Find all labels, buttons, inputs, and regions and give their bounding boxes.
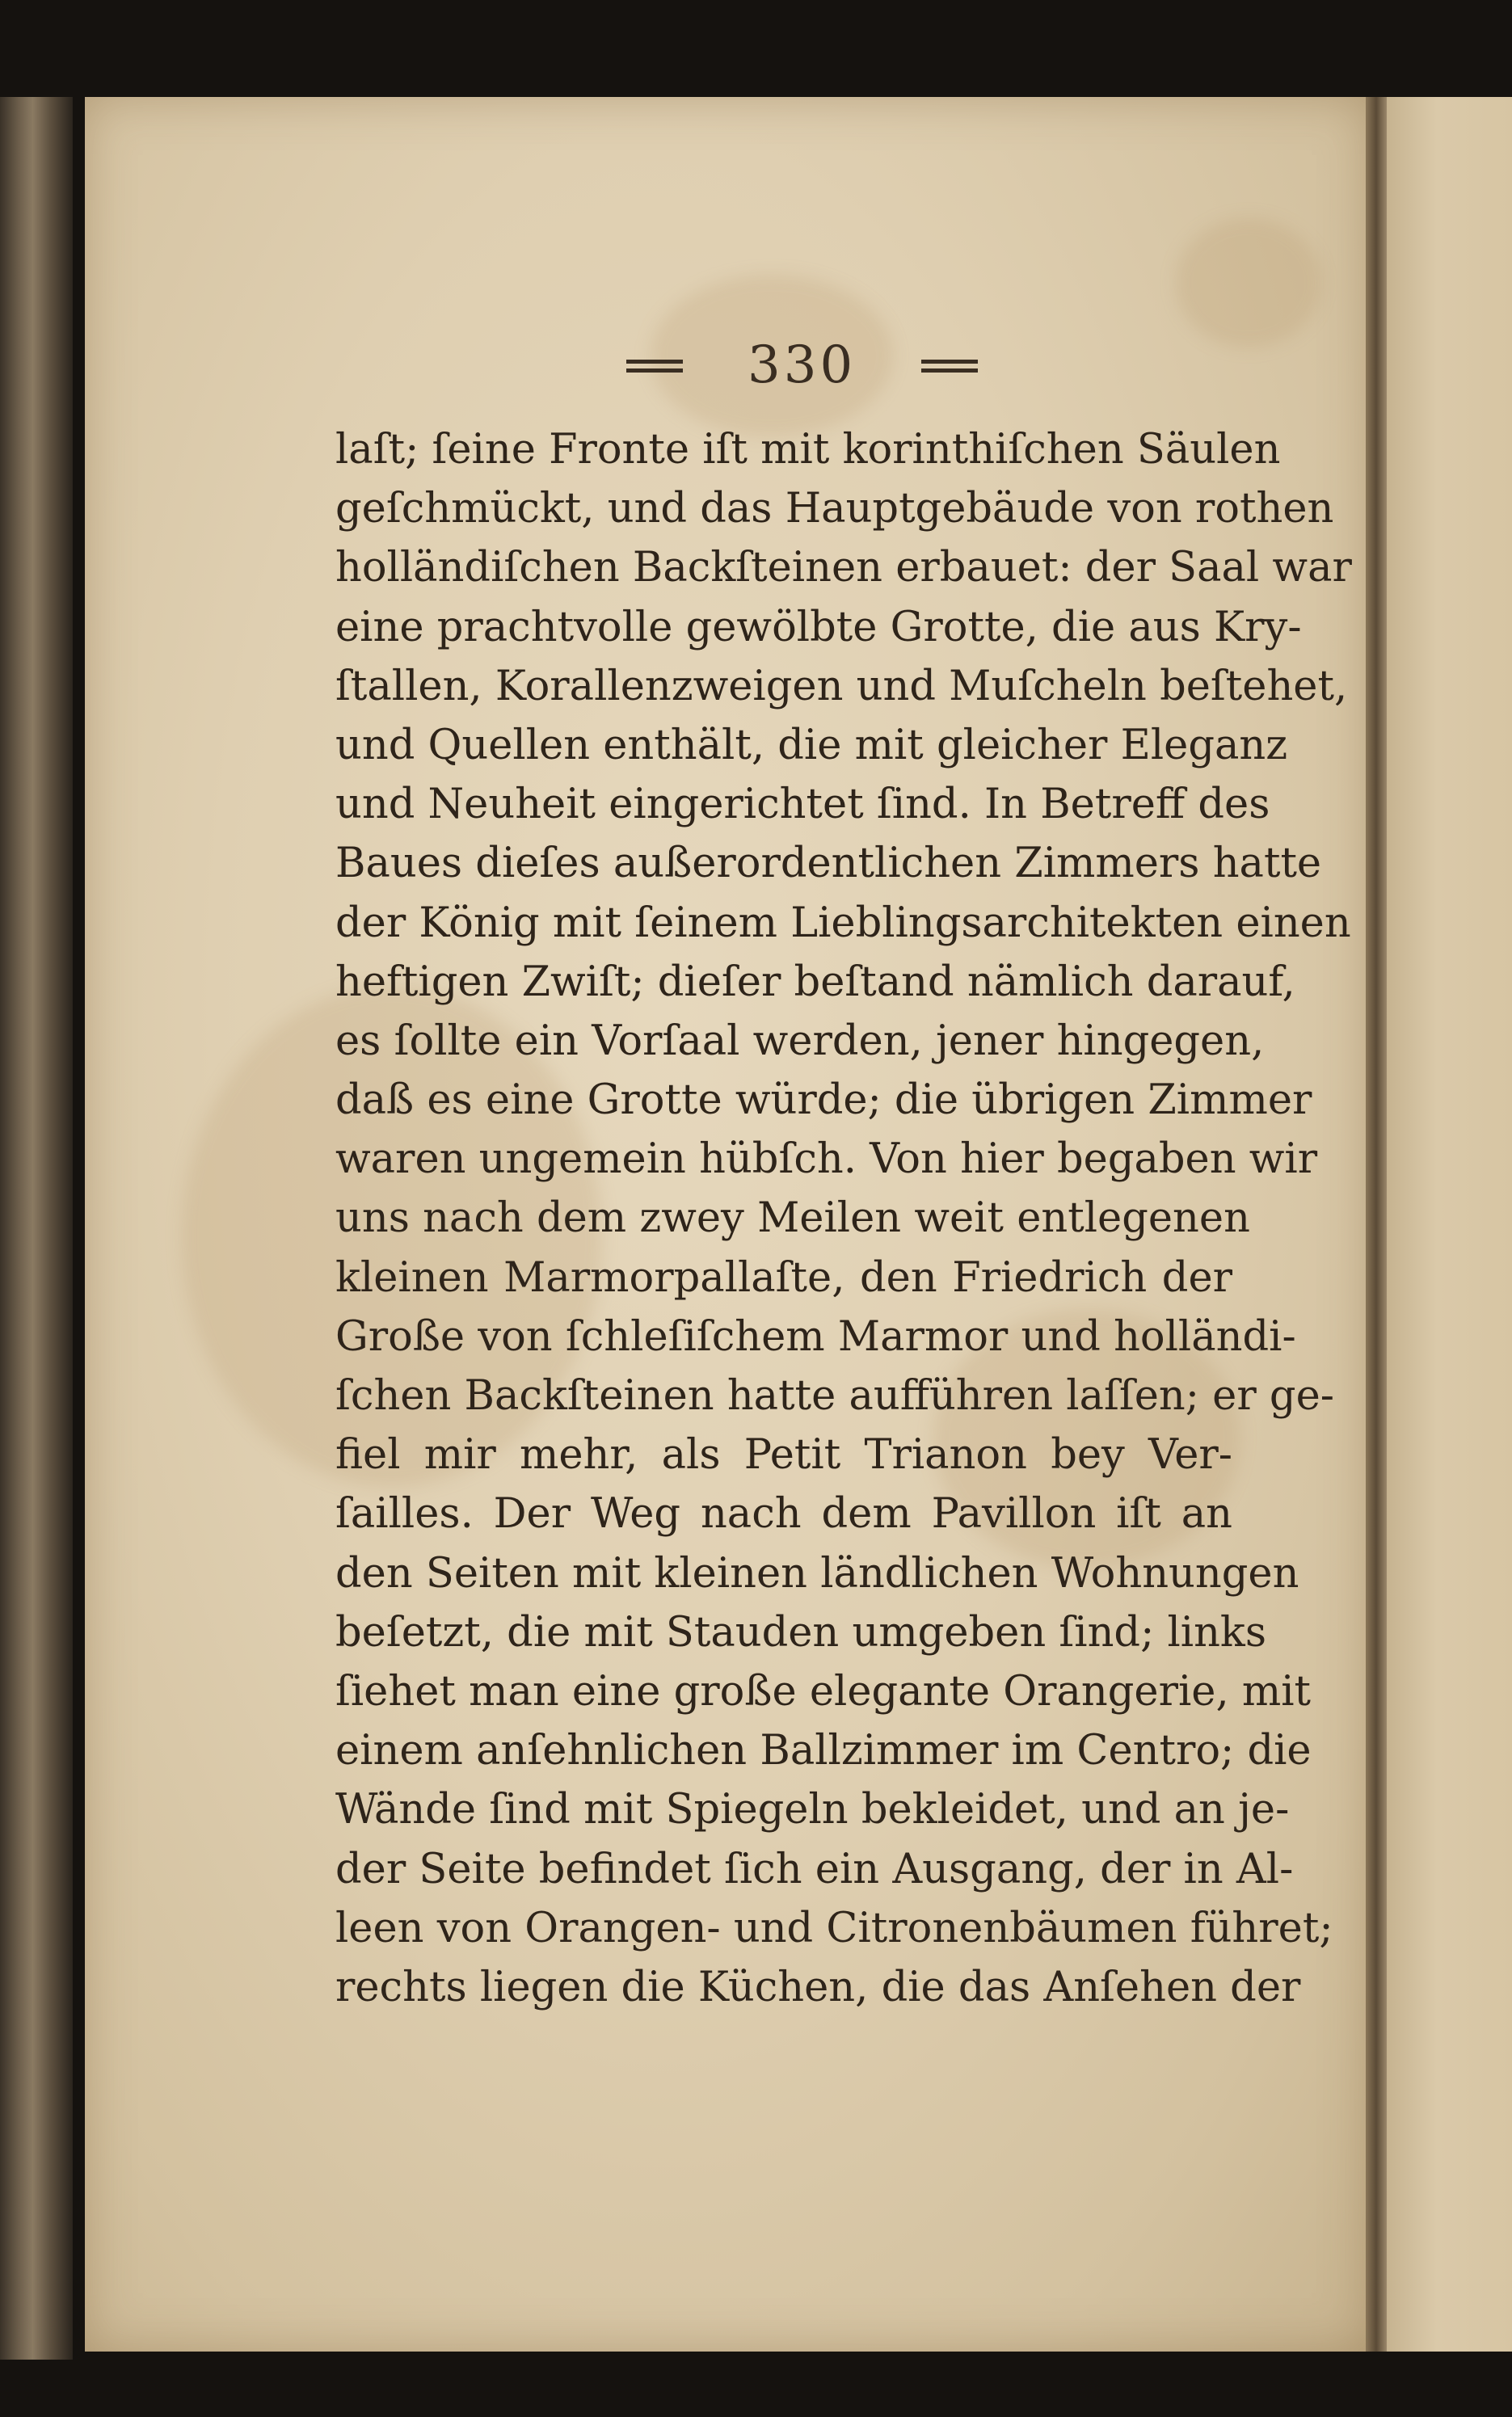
text-line: Baues dieſes außerordentlichen Zimmers hatte (335, 840, 1322, 888)
text-line: und Quellen enthält, die mit gleicher Eleganz (335, 721, 1288, 769)
text-line: ſchen Backſteinen hatte aufführen laſſen; er ge- (335, 1372, 1334, 1420)
text-line: es ſollte ein Vorſaal werden, jener hingegen, (335, 1017, 1265, 1065)
text-line: und Neuheit eingerichtet ſind. In Betreff des (335, 781, 1270, 829)
page-header (85, 335, 1370, 400)
text-line: holländiſchen Backſteinen erbauet: der Saal war (335, 544, 1352, 592)
text-line: laſt; ſeine Fronte iſt mit korinthiſchen Säulen (335, 426, 1281, 474)
text-line: leen von Orangen- und Citronenbäumen führet; (335, 1904, 1333, 1952)
text-line: rechts liegen die Küchen, die das Anſehen der (335, 1963, 1301, 2011)
book-gutter (1366, 97, 1387, 2352)
text-line: ſiehet man eine große elegante Orangerie, mit (335, 1667, 1312, 1716)
text-line: Wände ſind mit Spiegeln bekleidet, und an je- (335, 1786, 1290, 1834)
text-line: der König mit ſeinem Lieblingsarchitekten einen (335, 899, 1351, 947)
text-line: Große von ſchleſiſchem Marmor und holländi- (335, 1312, 1296, 1361)
text-line: fiel mir mehr, als Petit Trianon bey Ver- (335, 1431, 1232, 1480)
text-line: daß es eine Grotte würde; die übrigen Zimmer (335, 1076, 1312, 1125)
adjacent-page-edge (1387, 97, 1512, 2352)
text-line: den Seiten mit kleinen ländlichen Wohnungen (335, 1549, 1299, 1598)
text-line: ſailles. Der Weg nach dem Pavillon iſt an (335, 1490, 1232, 1539)
header-rule-left (626, 360, 683, 373)
text-line: ſtallen, Korallenzweigen und Muſcheln beſtehet, (335, 662, 1348, 710)
text-line: der Seite befindet ſich ein Ausgang, der in Al- (335, 1845, 1294, 1893)
page-number: 330 (748, 335, 857, 395)
text-line: kleinen Marmorpallaſte, den Friedrich der (335, 1253, 1232, 1302)
text-line: uns nach dem zwey Meilen weit entlegenen (335, 1194, 1250, 1243)
paper-stain (1176, 218, 1321, 347)
text-line: heftigen Zwiſt; dieſer beſtand nämlich darauf, (335, 958, 1295, 1006)
header-rule-right (921, 360, 978, 373)
body-text (335, 420, 1352, 2017)
text-line: beſetzt, die mit Stauden umgeben ſind; links (335, 1608, 1267, 1657)
text-line: eine prachtvolle gewölbte Grotte, die aus Kry- (335, 603, 1302, 651)
text-line: einem anſehnlichen Ballzimmer im Centro; die (335, 1727, 1312, 1775)
text-line: waren ungemein hübſch. Von hier begaben wir (335, 1135, 1318, 1184)
book-edge (0, 97, 73, 2360)
text-line: geſchmückt, und das Hauptgebäude von rothen (335, 485, 1334, 533)
